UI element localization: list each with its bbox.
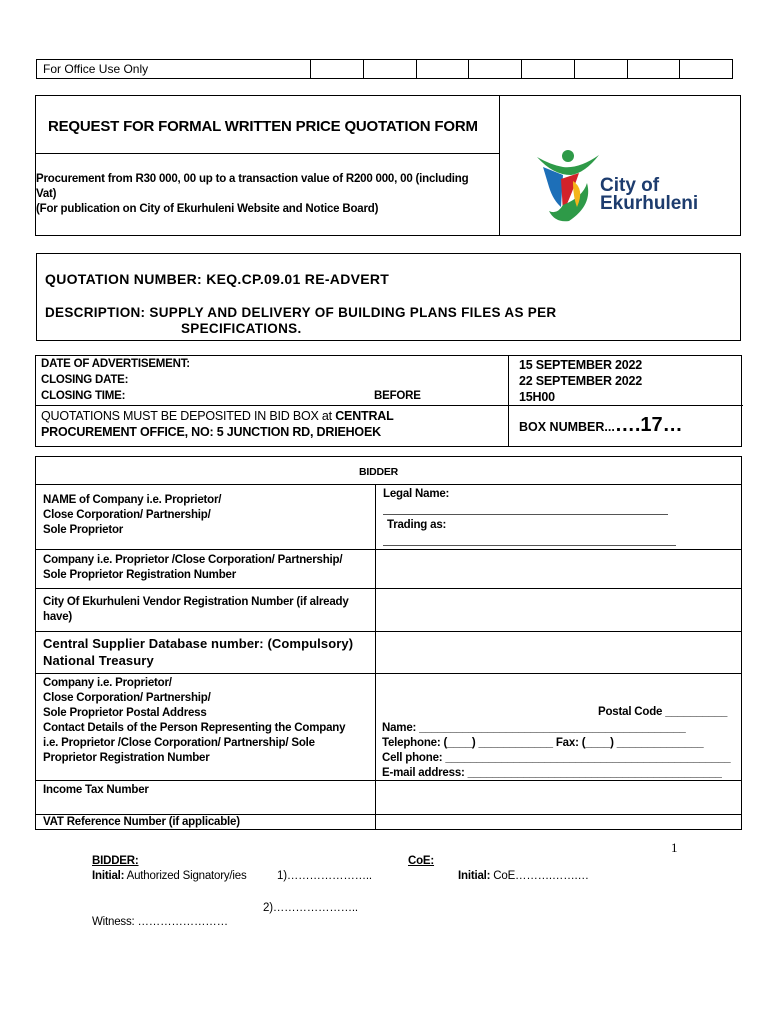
advert-date-value: 15 SEPTEMBER 2022 xyxy=(519,358,643,372)
logo-text xyxy=(600,177,698,213)
page-number: 1 xyxy=(671,840,678,855)
description-line-2: SPECIFICATIONS. xyxy=(181,321,302,336)
closing-time-label: CLOSING TIME: xyxy=(41,390,126,402)
form-title: REQUEST FOR FORMAL WRITTEN PRICE QUOTATION FORM xyxy=(48,118,478,135)
company-name-label-2: Close Corporation/ Partnership/ xyxy=(43,509,211,521)
initial-label: Initial: xyxy=(92,870,125,882)
income-tax-field[interactable] xyxy=(377,781,741,813)
contact-name-field[interactable]: Name: ___________________________________________ xyxy=(382,722,686,734)
trading-as-label: Trading as: xyxy=(387,519,447,531)
signature-2-field[interactable]: 2)………………….. xyxy=(263,902,358,914)
email-field[interactable]: E-mail address: _________________________________________ xyxy=(382,767,722,779)
cell-phone-field[interactable]: Cell phone: ______________________________________________ xyxy=(382,752,731,764)
legal-name-label: Legal Name: xyxy=(383,488,450,500)
closing-date-value: 22 SEPTEMBER 2022 xyxy=(519,374,643,388)
office-use-cell[interactable] xyxy=(417,60,470,78)
contact-label-1: Contact Details of the Person Representing the Company xyxy=(43,722,346,734)
office-use-cell[interactable] xyxy=(364,60,417,78)
postal-label-1: Company i.e. Proprietor/ xyxy=(43,677,172,689)
logo-line-2: Ekurhuleni xyxy=(600,193,699,214)
income-tax-label: Income Tax Number xyxy=(43,784,149,796)
postal-address-label xyxy=(43,676,211,721)
vendor-label-2: have) xyxy=(43,611,73,623)
bidder-initial-line xyxy=(92,870,247,882)
postal-label-2: Close Corporation/ Partnership/ xyxy=(43,692,211,704)
office-use-table xyxy=(36,59,733,79)
vat-reference-label: VAT Reference Number (if applicable) xyxy=(43,816,240,828)
telephone-field[interactable]: Telephone: (____) ____________ Fax: (____) ______________ xyxy=(382,737,704,749)
contact-label-3: Proprietor Registration Number xyxy=(43,752,210,764)
publication-note: (For publication on City of Ekurhuleni Website and Notice Board) xyxy=(36,203,379,215)
before-label: BEFORE xyxy=(374,390,421,402)
company-name-label-1: NAME of Company i.e. Proprietor/ xyxy=(43,494,222,506)
office-use-cell[interactable] xyxy=(311,60,364,78)
registration-number-label xyxy=(43,553,342,583)
deposit-prefix: QUOTATIONS MUST BE DEPOSITED IN BID BOX at xyxy=(41,409,336,423)
ekurhuleni-emblem-icon xyxy=(533,145,603,225)
coe-initial-field: CoE……….…….… xyxy=(493,870,589,882)
bidder-footer-label: BIDDER: xyxy=(92,855,139,867)
logo-line-1: City of xyxy=(600,175,660,196)
office-use-cell[interactable] xyxy=(575,60,628,78)
coe-initial-label: Initial: xyxy=(458,870,491,882)
witness-field[interactable]: Witness: …………………… xyxy=(92,916,228,928)
procurement-note xyxy=(36,172,496,217)
quotation-box xyxy=(36,253,741,341)
csd-number-field[interactable] xyxy=(377,632,741,672)
procurement-line-1: Procurement from R30 000, 00 up to a transaction value of R200 000, 00 (including xyxy=(36,173,469,185)
postal-label-3: Sole Proprietor Postal Address xyxy=(43,707,207,719)
dates-table xyxy=(35,355,742,447)
company-name-label xyxy=(43,493,221,538)
box-number-value: ….17… xyxy=(614,414,683,436)
deposit-address: PROCUREMENT OFFICE, NO: 5 JUNCTION RD, DRIEHOEK xyxy=(41,425,381,439)
description-line-1: DESCRIPTION: SUPPLY AND DELIVERY OF BUILDING PLANS FILES AS PER xyxy=(45,305,557,320)
contact-label-2: i.e. Proprietor /Close Corporation/ Partnership/ Sole xyxy=(43,737,315,749)
csd-label-1: Central Supplier Database number: (Compulsory) xyxy=(43,636,354,651)
vendor-label-1: City Of Ekurhuleni Vendor Registration Number (if already xyxy=(43,596,349,608)
company-name-label-3: Sole Proprietor xyxy=(43,524,124,536)
bidder-heading: BIDDER xyxy=(359,466,399,478)
closing-time-value: 15H00 xyxy=(519,390,555,404)
form-header xyxy=(35,95,741,236)
signature-1-field[interactable]: 1)………………….. xyxy=(277,870,372,882)
registration-label-2: Sole Proprietor Registration Number xyxy=(43,569,237,581)
quotation-number: QUOTATION NUMBER: KEQ.CP.09.01 RE-ADVERT xyxy=(45,271,390,287)
trading-as-field[interactable] xyxy=(383,545,676,546)
coe-footer-label: CoE: xyxy=(408,855,435,867)
contact-details-label xyxy=(43,721,345,766)
office-use-cell[interactable] xyxy=(522,60,575,78)
csd-label-2: National Treasury xyxy=(43,653,154,668)
vendor-registration-field[interactable] xyxy=(377,589,741,630)
deposit-central: CENTRAL xyxy=(335,409,394,423)
advert-date-label: DATE OF ADVERTISEMENT: xyxy=(41,358,190,370)
office-use-cell[interactable] xyxy=(469,60,522,78)
bidder-table xyxy=(35,456,742,830)
closing-date-label: CLOSING DATE: xyxy=(41,374,129,386)
vendor-registration-label xyxy=(43,595,349,625)
csd-number-label xyxy=(43,635,353,669)
office-use-cell[interactable] xyxy=(680,60,732,78)
office-use-cell[interactable] xyxy=(628,60,681,78)
coe-initial-line[interactable] xyxy=(458,870,589,882)
legal-name-field[interactable] xyxy=(383,514,668,515)
deposit-instructions xyxy=(41,408,394,440)
registration-label-1: Company i.e. Proprietor /Close Corporation/ Partnership/ xyxy=(43,554,343,566)
postal-code-field[interactable]: Postal Code __________ xyxy=(598,706,728,718)
procurement-line-2: Vat) xyxy=(36,188,57,200)
box-number xyxy=(519,414,683,437)
registration-number-field[interactable] xyxy=(377,550,741,587)
authorized-signatory: Authorized Signatory/ies xyxy=(126,870,247,882)
box-number-label: BOX NUMBER... xyxy=(519,420,615,434)
office-use-label: For Office Use Only xyxy=(37,60,311,78)
city-of-ekurhuleni-logo xyxy=(533,145,733,225)
